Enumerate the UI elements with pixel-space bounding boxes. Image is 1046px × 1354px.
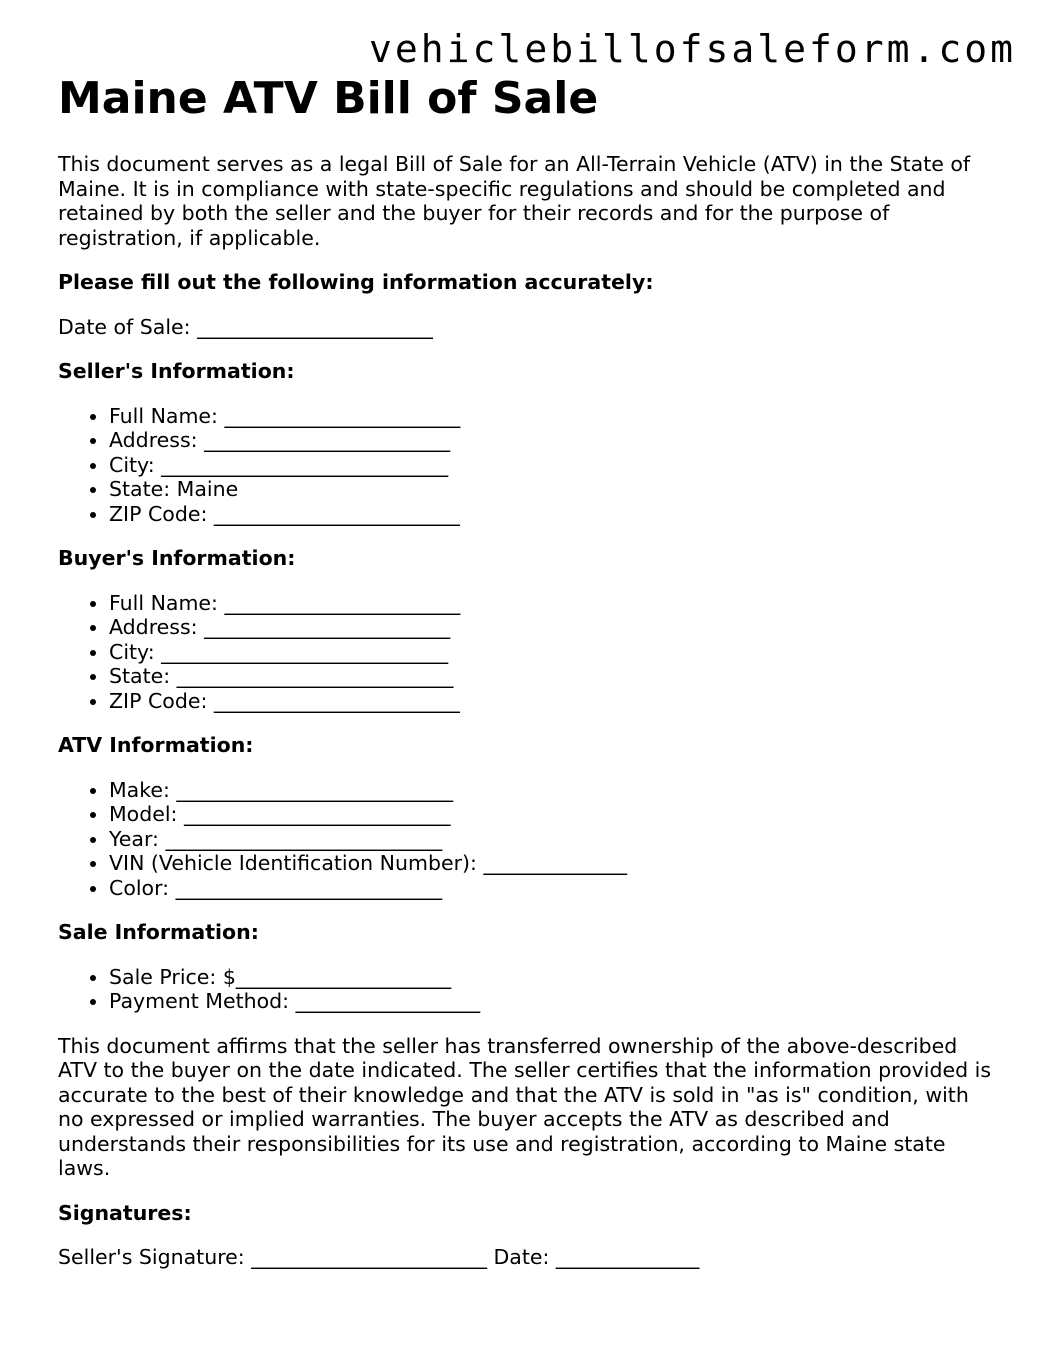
atv-color-field: • Color: __________________________	[109, 876, 998, 901]
document-title: Maine ATV Bill of Sale	[58, 73, 599, 124]
payment-method-field: • Payment Method: __________________	[109, 989, 998, 1014]
instruction-heading: Please fill out the following information accurately:	[58, 270, 654, 294]
seller-zip-field: • ZIP Code: ________________________	[109, 502, 998, 527]
date-of-sale-field: Date of Sale: _______________________	[58, 314, 433, 339]
seller-state-field: • State: Maine	[109, 477, 998, 502]
intro-paragraph: This document serves as a legal Bill of Sale for an All-Terrain Vehicle (ATV) in the State of Maine. It is in compliance with state-specific regulations and should be completed and retained by both the seller and the buyer for their records and for the purpose of registration, if applicable.	[58, 152, 971, 250]
atv-make-field: • Make: ___________________________	[109, 778, 998, 803]
site-watermark: vehiclebillofsaleform.com	[369, 27, 1016, 71]
buyer-state-field: • State: ___________________________	[109, 664, 998, 689]
buyer-address-field: • Address: ________________________	[109, 615, 998, 640]
sale-price-field: • Sale Price: $_____________________	[109, 965, 998, 990]
atv-year-field: • Year: ___________________________	[109, 827, 998, 852]
buyer-full-name-field: • Full Name: _______________________	[109, 591, 998, 616]
seller-info-list	[58, 404, 998, 527]
seller-signature-field: Seller's Signature: _______________________ Date: ______________	[58, 1245, 700, 1269]
signatures-heading: Signatures:	[58, 1200, 192, 1225]
buyer-info-list	[58, 591, 998, 714]
buyer-section-heading: Buyer's Information:	[58, 546, 296, 570]
buyer-zip-field: • ZIP Code: ________________________	[109, 689, 998, 714]
seller-city-field: • City: ____________________________	[109, 453, 998, 478]
sale-info-list	[58, 965, 998, 1014]
document-page	[58, 74, 998, 1270]
buyer-city-field: • City: ____________________________	[109, 640, 998, 665]
seller-address-field: • Address: ________________________	[109, 428, 998, 453]
closing-paragraph: This document affirms that the seller has transferred ownership of the above-described ATV to the buyer on the date indicated. The seller certifies that the information provided is accurate to the best of their knowledge and that the ATV is sold in "as is" condition, with no expressed or implied warranties. The buyer accepts the ATV as described and understands their responsibilities for its use and registration, according to Maine state laws.	[58, 1033, 992, 1180]
seller-full-name-field: • Full Name: _______________________	[109, 404, 998, 429]
atv-model-field: • Model: __________________________	[109, 802, 998, 827]
atv-vin-field: • VIN (Vehicle Identification Number): ______________	[109, 851, 998, 876]
sale-section-heading: Sale Information:	[58, 920, 259, 944]
atv-section-heading: ATV Information:	[58, 733, 254, 757]
seller-section-heading: Seller's Information:	[58, 359, 295, 383]
atv-info-list	[58, 778, 998, 901]
